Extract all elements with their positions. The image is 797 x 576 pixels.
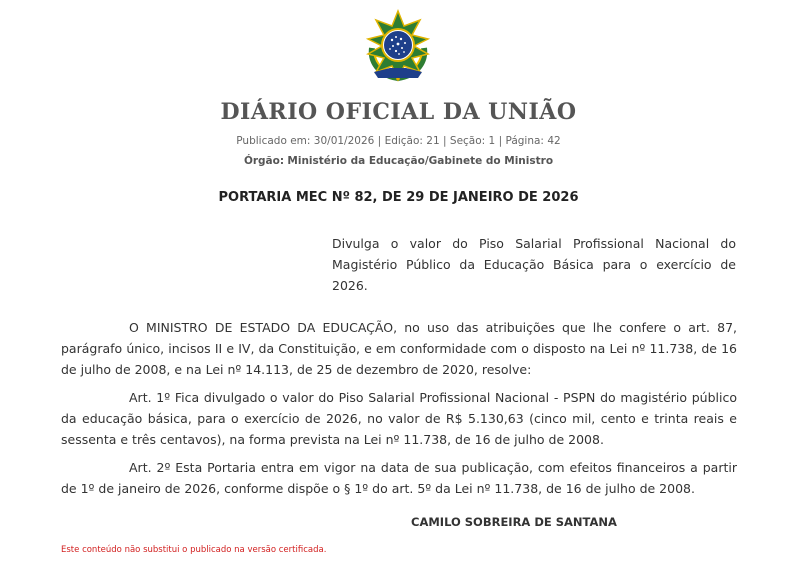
signature: CAMILO SOBREIRA DE SANTANA	[411, 515, 617, 529]
section-label: Seção:	[449, 135, 486, 147]
organ-name: Ministério da Educação/Gabinete do Ministro	[287, 155, 554, 167]
published-date: 30/01/2026	[313, 135, 375, 147]
brazil-coat-of-arms-icon	[360, 8, 436, 84]
meta-separator: |	[498, 135, 503, 147]
act-title: PORTARIA MEC Nº 82, DE 29 DE JANEIRO DE 2026	[218, 190, 579, 205]
meta-separator: |	[377, 135, 382, 147]
edition-label: Edição:	[384, 135, 423, 147]
certification-disclaimer: Este conteúdo não substitui o publicado na versão certificada.	[61, 545, 327, 555]
page-label: Página:	[505, 135, 544, 147]
organ-label: Órgão:	[243, 155, 285, 167]
article-2-paragraph: Art. 2º Esta Portaria entra em vigor na data de sua publicação, com efeitos financeiros a partir de 1º de janeiro de 2026, conforme dispõe o § 1º do art. 5º da Lei nº 11.738, de 16 de julho de 2008.	[61, 460, 737, 496]
article-1-paragraph: Art. 1º Fica divulgado o valor do Piso Salarial Profissional Nacional - PSPN do magistério público da educação básica, para o exercício de 2026, no valor de R$ 5.130,63 (cinco mil, cento e trinta reais e sessenta e três centavos), na forma prevista na Lei nº 11.738, de 16 de julho de 2008.	[61, 390, 737, 447]
issuing-organ	[0, 155, 797, 167]
section-number: 1	[488, 135, 496, 147]
journal-title: DIÁRIO OFICIAL DA UNIÃO	[220, 99, 577, 125]
edition-number: 21	[426, 135, 440, 147]
preamble-paragraph: O MINISTRO DE ESTADO DA EDUCAÇÃO, no uso das atribuições que lhe confere o art. 87, parágrafo único, incisos II e IV, da Constituição, e em conformidade com o disposto na Lei nº 11.738, de 16 de julho de 2008, e na Lei nº 14.113, de 25 de dezembro de 2020, resolve:	[61, 320, 737, 377]
meta-separator: |	[443, 135, 447, 147]
published-label: Publicado em:	[236, 135, 311, 147]
publication-meta	[0, 135, 797, 147]
page-number: 42	[547, 135, 561, 147]
act-summary: Divulga o valor do Piso Salarial Profissional Nacional do Magistério Público da Educação Básica para o exercício de 2026.	[332, 236, 736, 293]
act-body	[61, 317, 737, 506]
